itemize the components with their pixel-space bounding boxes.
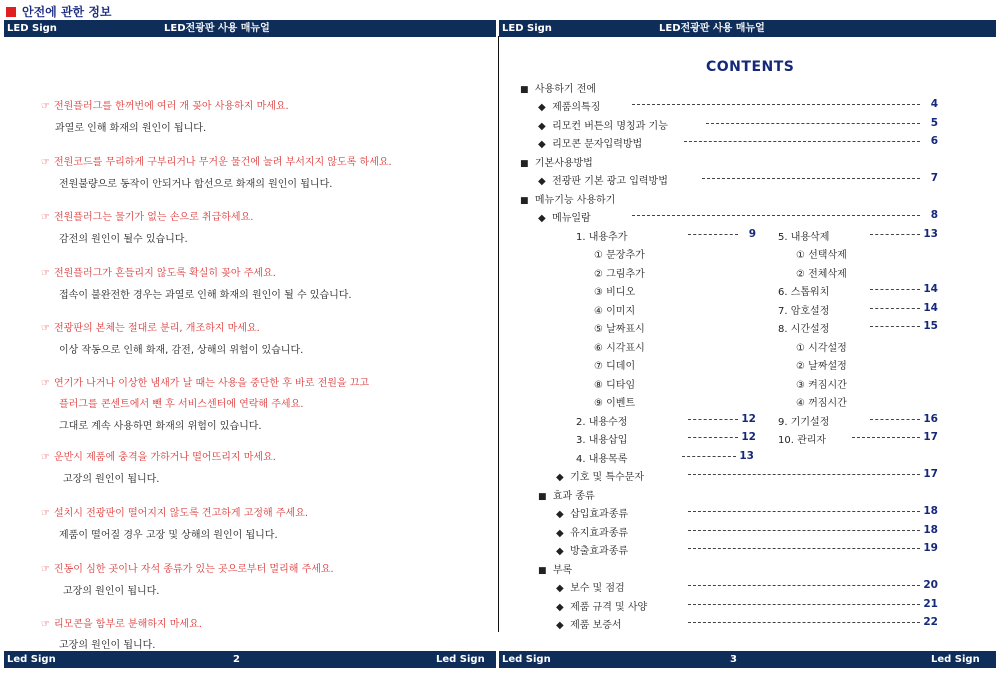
leader-line [688,548,920,549]
menu-item[interactable]: 4. 내용목록 [576,454,628,465]
toc-entry-label: 리모콘 문자입력방법 [552,139,643,150]
leader-line [688,419,738,420]
toc-section [520,154,593,169]
toc-entry[interactable] [556,579,625,594]
leader-line [688,622,920,623]
toc-entry[interactable] [556,468,644,483]
menu-subitem[interactable]: ⑥ 시각표시 [594,343,645,354]
footer-brand-left: Led Sign [502,654,551,665]
warning-text: 진동이 심한 곳이나 자석 종류가 있는 곳으로부터 멀리해 주세요. [53,564,334,575]
left-page-header [4,20,496,37]
toc-page-number: 6 [930,135,938,147]
menu-item[interactable]: 2. 내용수정 [576,417,628,428]
toc-entry[interactable] [538,117,668,132]
diamond-bullet-icon: ◆ [556,509,564,520]
diamond-bullet-icon: ◆ [538,213,546,224]
menu-subitem[interactable]: ① 시각설정 [796,343,847,354]
diamond-bullet-icon: ◆ [538,102,546,113]
toc-entry-label: 삽입효과종류 [570,509,629,520]
right-page-footer [499,651,996,668]
toc-page-number: 14 [923,302,938,314]
toc-section-label: 효과 종류 [552,491,595,502]
menu-subitem[interactable]: ③ 비디오 [594,287,636,298]
warning-text: 리모콘을 함부로 분해하지 마세요. [53,619,202,630]
toc-entry-label: 기호 및 특수문자 [570,472,645,483]
page-divider [498,36,499,632]
menu-subitem[interactable]: ① 선택삭제 [796,250,847,261]
leader-line [702,178,920,179]
footer-brand-left: Led Sign [7,654,56,665]
warning-item [41,560,334,597]
menu-subitem[interactable]: ⑧ 디타임 [594,380,636,391]
toc-page-number: 13 [923,228,938,240]
toc-page-number: 17 [923,431,938,443]
toc-entry[interactable] [538,209,591,224]
leader-line [870,326,920,327]
toc-page-number: 17 [923,468,938,480]
toc-entry-label: 보수 및 점검 [570,583,625,594]
toc-section [520,191,615,206]
toc-section [538,487,595,502]
leader-line [688,234,738,235]
warning-text: 전광판의 본체는 절대로 분리, 개조하지 마세요. [53,323,260,334]
toc-entry-label: 제품 보증서 [570,620,622,631]
toc-page-number: 12 [741,431,756,443]
footer-brand-right: Led Sign [931,654,980,665]
toc-entry[interactable] [556,616,622,631]
pointing-hand-icon: ☞ [41,212,50,223]
square-bullet-icon: ■ [538,492,547,502]
diamond-bullet-icon: ◆ [556,528,564,539]
pointing-hand-icon: ☞ [41,508,50,519]
toc-page-number: 20 [923,579,938,591]
toc-page-number: 22 [923,616,938,628]
toc-page-number: 4 [930,98,938,110]
toc-page-number: 16 [923,413,938,425]
diamond-bullet-icon: ◆ [538,176,546,187]
diamond-bullet-icon: ◆ [556,546,564,557]
pointing-hand-icon: ☞ [41,323,50,334]
toc-entry-label: 리모컨 버튼의 명칭과 기능 [552,121,668,132]
left-header-brand: LED Sign [7,23,57,34]
warning-text: 설치시 전광판이 떨어지지 않도록 견고하게 고정해 주세요. [53,508,309,519]
warning-detail: 고장의 원인이 됩니다. [63,474,160,485]
toc-page-number: 18 [923,524,938,536]
leader-line [688,585,920,586]
warning-detail: 고장의 원인이 됩니다. [59,640,156,651]
pointing-hand-icon: ☞ [41,452,50,463]
menu-item[interactable]: 10. 관리자 [778,435,827,446]
warning-text: 전원코드를 무리하게 구부리거나 무거운 물건에 눌려 부서지지 않도록 하세요. [53,157,392,168]
pointing-hand-icon: ☞ [41,157,50,168]
page-section-title [6,3,112,20]
leader-line [870,234,920,235]
footer-page-number: 3 [730,654,737,665]
diamond-bullet-icon: ◆ [556,472,564,483]
toc-page-number: 7 [930,172,938,184]
toc-entry[interactable] [556,505,628,520]
pointing-hand-icon: ☞ [41,564,50,575]
leader-line [682,456,736,457]
toc-entry[interactable] [538,98,600,113]
warning-item [41,319,303,356]
leader-line [688,474,920,475]
toc-section [538,561,572,576]
leader-line [688,530,920,531]
diamond-bullet-icon: ◆ [556,602,564,613]
toc-page-number: 19 [923,542,938,554]
toc-section-label: 기본사용방법 [534,158,593,169]
menu-subitem[interactable]: ② 그림추가 [594,269,645,280]
toc-page-number: 14 [923,283,938,295]
red-square-icon [6,7,16,17]
warning-item [41,615,202,651]
warning-item [41,208,253,245]
leader-line [688,604,920,605]
warning-item [41,448,276,485]
menu-item[interactable]: 9. 기기설정 [778,417,830,428]
leader-line [706,123,920,124]
warning-detail: 과열로 인해 화재의 원인이 됩니다. [55,123,207,134]
diamond-bullet-icon: ◆ [556,620,564,631]
warning-detail: 접속이 불완전한 경우는 과열로 인해 화재의 원인이 될 수 있습니다. [59,290,352,301]
toc-entry[interactable] [538,135,642,150]
menu-subitem[interactable]: ① 문장추가 [594,250,645,261]
menu-item[interactable]: 6. 스톱워치 [778,287,830,298]
right-header-brand: LED Sign [502,23,552,34]
footer-page-number: 2 [233,654,240,665]
leader-line [688,511,920,512]
leader-line [688,437,738,438]
toc-entry-label: 방출효과종류 [570,546,629,557]
pointing-hand-icon: ☞ [41,619,50,630]
leader-line [870,289,920,290]
square-bullet-icon: ■ [538,566,547,576]
menu-item[interactable]: 5. 내용삭제 [778,232,830,243]
menu-item[interactable]: 3. 내용삽입 [576,435,628,446]
pointing-hand-icon: ☞ [41,268,50,279]
warning-detail: 그대로 계속 사용하면 화재의 위험이 있습니다. [59,421,262,432]
diamond-bullet-icon: ◆ [538,121,546,132]
page-title: 안전에 관한 정보 [22,5,112,19]
toc-page-number: 12 [741,413,756,425]
toc-entry[interactable] [556,524,628,539]
toc-page-number: 13 [739,450,754,462]
diamond-bullet-icon: ◆ [538,139,546,150]
warning-text-continued: 플러그를 콘센트에서 뺀 후 서비스센터에 연락해 주세요. [59,399,304,410]
menu-subitem[interactable]: ④ 이미지 [594,306,636,317]
contents-title: CONTENTS [706,59,795,75]
toc-page-number: 9 [748,228,756,240]
menu-item[interactable]: 8. 시간설정 [778,324,830,335]
warning-text: 연기가 나거나 이상한 냄새가 날 때는 사용을 중단한 후 바로 전원을 끄고 [53,378,370,389]
toc-entry-label: 전광판 기본 광고 입력방법 [552,176,668,187]
toc-page-number: 15 [923,320,938,332]
menu-subitem[interactable]: ② 날짜설정 [796,361,847,372]
diamond-bullet-icon: ◆ [556,583,564,594]
warning-detail: 이상 작동으로 인해 화재, 감전, 상해의 위험이 있습니다. [59,345,304,356]
toc-entry[interactable] [538,172,668,187]
left-header-title: LED전광판 사용 매뉴얼 [164,23,270,34]
footer-brand-right: Led Sign [436,654,485,665]
square-bullet-icon: ■ [520,85,529,95]
toc-page-number: 8 [930,209,938,221]
leader-line [870,419,920,420]
toc-page-number: 21 [923,598,938,610]
menu-item[interactable]: 1. 내용추가 [576,232,628,243]
toc-section-label: 사용하기 전에 [534,84,597,95]
warning-item [41,374,369,432]
warning-text: 전원플러그는 물기가 없는 손으로 취급하세요. [53,212,254,223]
menu-item[interactable]: 7. 암호설정 [778,306,830,317]
toc-entry-label: 제품 규격 및 사양 [570,602,648,613]
warning-item [41,153,392,190]
warning-item [41,264,352,301]
menu-subitem[interactable]: ⑨ 이벤트 [594,398,636,409]
right-page-header [499,20,996,37]
menu-subitem[interactable]: ④ 꺼짐시간 [796,398,847,409]
right-header-title: LED전광판 사용 매뉴얼 [659,23,765,34]
pointing-hand-icon: ☞ [41,378,50,389]
warning-item [41,97,289,134]
toc-entry[interactable] [556,542,628,557]
warning-item [41,504,308,541]
leader-line [870,308,920,309]
square-bullet-icon: ■ [520,159,529,169]
toc-page-number: 18 [923,505,938,517]
leader-line [684,141,920,142]
toc-section-label: 부록 [552,565,573,576]
square-bullet-icon: ■ [520,196,529,206]
menu-subitem[interactable]: ⑦ 디데이 [594,361,636,372]
warning-text: 전원플러그가 흔들리지 않도록 확실히 꽂아 주세요. [53,268,276,279]
leader-line [632,215,920,216]
warning-detail: 고장의 원인이 됩니다. [63,586,160,597]
toc-entry-label: 유지효과종류 [570,528,629,539]
warning-text: 전원플러그를 한꺼번에 여러 개 꽂아 사용하지 마세요. [53,101,289,112]
leader-line [632,104,920,105]
toc-entry-label: 제품의특징 [552,102,601,113]
warning-detail: 제품이 떨어질 경우 고장 및 상해의 원인이 됩니다. [59,530,278,541]
warning-detail: 감전의 원인이 될수 있습니다. [59,234,188,245]
toc-entry-label: 메뉴일람 [552,213,591,224]
toc-section [520,80,596,95]
toc-section-label: 메뉴기능 사용하기 [534,195,616,206]
warning-detail: 전원불량으로 동작이 안되거나 합선으로 화재의 원인이 됩니다. [59,179,333,190]
menu-subitem[interactable]: ② 전체삭제 [796,269,847,280]
menu-subitem[interactable]: ⑤ 날짜표시 [594,324,645,335]
leader-line [852,437,920,438]
toc-page-number: 5 [930,117,938,129]
pointing-hand-icon: ☞ [41,101,50,112]
left-page-footer [4,651,496,668]
warning-text: 운반시 제품에 충격을 가하거나 떨어뜨리지 마세요. [53,452,276,463]
toc-entry[interactable] [556,598,647,613]
menu-subitem[interactable]: ③ 켜짐시간 [796,380,847,391]
